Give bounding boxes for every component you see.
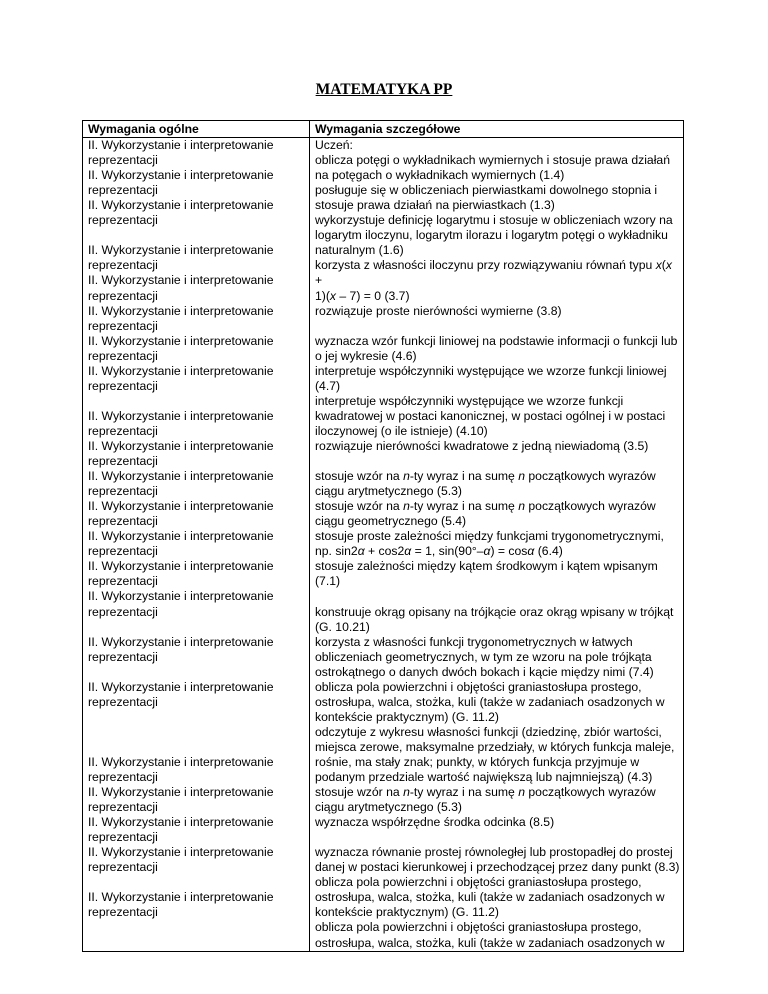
text-line: korzysta z własności iloczynu przy rozwiązywaniu równań typu x(x + [315,258,672,288]
text-line: iloczynowej (o ile istnieje) (4.10) [315,423,488,438]
text-line: reprezentacji [88,423,158,438]
text-line: stosuje proste zależności między funkcjami trygonometrycznymi, [315,529,664,544]
detailed-requirements-cell [310,138,684,952]
text-line [315,589,680,604]
text-line: oblicza pola powierzchni i objętości graniastosłupa prostego, [315,679,642,694]
text-line: II. Wykorzystanie i interpretowanie [88,303,274,318]
text-line: II. Wykorzystanie i interpretowanie [88,559,274,574]
table-row [83,138,684,952]
text-line: ostrosłupa, walca, stożka, kuli (także w zadaniach osadzonych w [315,890,665,905]
text-line: reprezentacji [88,694,158,709]
text-line: reprezentacji [88,574,158,589]
text-line: interpretuje współczynniki występujące we wzorze funkcji liniowej [315,363,667,378]
text-line: ostrosłupa, walca, stożka, kuli (także w zadaniach osadzonych w [315,935,665,950]
text-line: II. Wykorzystanie i interpretowanie [88,634,274,649]
text-line: II. Wykorzystanie i interpretowanie [88,333,274,348]
text-line: na potęgach o wykładnikach wymiernych (1.4) [315,168,565,183]
text-line: ciągu geometrycznego (5.4) [315,514,467,529]
text-line: reprezentacji [88,604,158,619]
text-line: reprezentacji [88,649,158,664]
text-line: ciągu arytmetycznego (5.3) [315,800,462,815]
text-line: o jej wykresie (4.6) [315,348,417,363]
text-line: rozwiązuje nierówności kwadratowe z jedną niewiadomą (3.5) [315,438,649,453]
text-line: reprezentacji [88,183,158,198]
text-line: reprezentacji [88,378,158,393]
text-line [315,319,680,334]
text-line: posługuje się w obliczeniach pierwiastkami dowolnego stopnia i [315,183,658,198]
text-line: stosuje wzór na n-ty wyraz i na sumę n początkowych wyrazów [315,499,656,514]
text-line: stosuje zależności między kątem środkowym i kątem wpisanym (7.1) [315,559,658,589]
text-line [88,394,306,409]
text-line: stosuje prawa działań na pierwiastkach (1.3) [315,198,555,213]
text-line: wykorzystuje definicję logarytmu i stosuje w obliczeniach wzory na [315,213,673,228]
text-line: II. Wykorzystanie i interpretowanie [88,890,274,905]
text-line: reprezentacji [88,860,158,875]
text-line: II. Wykorzystanie i interpretowanie [88,589,274,604]
text-line: logarytm iloczynu, logarytm ilorazu i logarytm potęgi o wykładniku [315,228,668,243]
text-line: wyznacza wzór funkcji liniowej na podstawie informacji o funkcji lub [315,333,678,348]
text-line [88,740,306,755]
text-line: II. Wykorzystanie i interpretowanie [88,438,274,453]
text-line: rozwiązuje proste nierówności wymierne (3.8) [315,303,562,318]
text-line: stosuje wzór na n-ty wyraz i na sumę n początkowych wyrazów [315,785,656,800]
text-line: ostrokątnego o danych dwóch bokach i kącie między nimi (7.4) [315,664,654,679]
text-line [88,665,306,680]
text-line: II. Wykorzystanie i interpretowanie [88,198,274,213]
text-line: 1)(x – 7) = 0 (3.7) [315,288,410,303]
text-line: kontekście praktycznym) (G. 11.2) [315,905,499,920]
detailed-requirements-text [315,138,680,951]
text-line [88,620,306,635]
text-line: (4.7) [315,378,341,393]
text-line: reprezentacji [88,800,158,815]
text-line: konstruuje okrąg opisany na trójkącie oraz okrąg wpisany w trójkąt [315,604,674,619]
requirements-table [82,120,683,952]
text-line: II. Wykorzystanie i interpretowanie [88,529,274,544]
text-line [315,454,680,469]
text-line: reprezentacji [88,153,158,168]
text-line [88,725,306,740]
text-line: reprezentacji [88,318,158,333]
text-line: II. Wykorzystanie i interpretowanie [88,273,274,288]
text-line: II. Wykorzystanie i interpretowanie [88,499,274,514]
text-line: II. Wykorzystanie i interpretowanie [88,363,274,378]
text-line: np. sin2α + cos2α = 1, sin(90°–α) = cosα (6.4) [315,544,563,559]
text-line: II. Wykorzystanie i interpretowanie [88,408,274,423]
text-line: reprezentacji [88,454,158,469]
text-line: danej w postaci kierunkowej i przechodzącej przez dany punkt (8.3) [315,860,680,875]
text-line: II. Wykorzystanie i interpretowanie [88,815,274,830]
text-line: reprezentacji [88,258,158,273]
text-line: reprezentacji [88,770,158,785]
column-header-general: Wymagania ogólne [83,121,310,138]
text-line: interpretuje współczynniki występujące we wzorze funkcji [315,393,624,408]
text-line: wyznacza równanie prostej równoległej lub prostopadłej do prostej [315,845,673,860]
text-line: II. Wykorzystanie i interpretowanie [88,469,274,484]
text-line [88,875,306,890]
text-line: reprezentacji [88,348,158,363]
text-line: reprezentacji [88,514,158,529]
text-line [315,830,680,845]
text-line: podanym przedziale wartość największą lub najmniejszą) (4.3) [315,770,653,785]
column-header-detailed: Wymagania szczegółowe [310,121,684,138]
text-line: reprezentacji [88,544,158,559]
text-line: II. Wykorzystanie i interpretowanie [88,243,274,258]
text-line: II. Wykorzystanie i interpretowanie [88,845,274,860]
text-line: II. Wykorzystanie i interpretowanie [88,785,274,800]
text-line: miejsca zerowe, maksymalne przedziały, w których funkcja maleje, [315,739,675,754]
text-line: oblicza potęgi o wykładnikach wymiernych i stosuje prawa działań [315,153,670,168]
text-line: kwadratowej w postaci kanonicznej, w postaci ogólnej i w postaci [315,408,666,423]
text-line: wyznacza współrzędne środka odcinka (8.5) [315,815,555,830]
text-line: korzysta z własności funkcji trygonometrycznych w łatwych [315,634,633,649]
text-line: obliczeniach geometrycznych, w tym ze wzoru na pole trójkąta [315,649,652,664]
text-line: reprezentacji [88,288,158,303]
text-line: rośnie, ma stały znak; punkty, w których funkcja przyjmuje w [315,754,640,769]
text-line: (G. 10.21) [315,619,370,634]
text-line: odczytuje z wykresu własności funkcji (dziedzinę, zbiór wartości, [315,724,662,739]
text-line: Uczeń: [315,138,353,153]
text-line [88,228,306,243]
text-line: naturalnym (1.6) [315,243,404,258]
text-line: ostrosłupa, walca, stożka, kuli (także w zadaniach osadzonych w [315,694,665,709]
text-line: II. Wykorzystanie i interpretowanie [88,754,274,769]
text-line: reprezentacji [88,905,158,920]
text-line [88,710,306,725]
text-line: kontekście praktycznym) (G. 11.2) [315,709,499,724]
text-line: reprezentacji [88,213,158,228]
page-title: MATEMATYKA PP [315,81,453,98]
text-line: reprezentacji [88,484,158,499]
text-line: reprezentacji [88,830,158,845]
table-header-row [83,121,684,138]
general-requirements-text [88,138,306,920]
text-line: stosuje wzór na n-ty wyraz i na sumę n początkowych wyrazów [315,469,656,484]
general-requirements-cell [83,138,310,952]
text-line: ciągu arytmetycznego (5.3) [315,484,462,499]
text-line: II. Wykorzystanie i interpretowanie [88,679,274,694]
text-line: II. Wykorzystanie i interpretowanie [88,168,274,183]
text-line: oblicza pola powierzchni i objętości graniastosłupa prostego, [315,875,642,890]
text-line: oblicza pola powierzchni i objętości graniastosłupa prostego, [315,920,642,935]
text-line: II. Wykorzystanie i interpretowanie [88,138,274,153]
